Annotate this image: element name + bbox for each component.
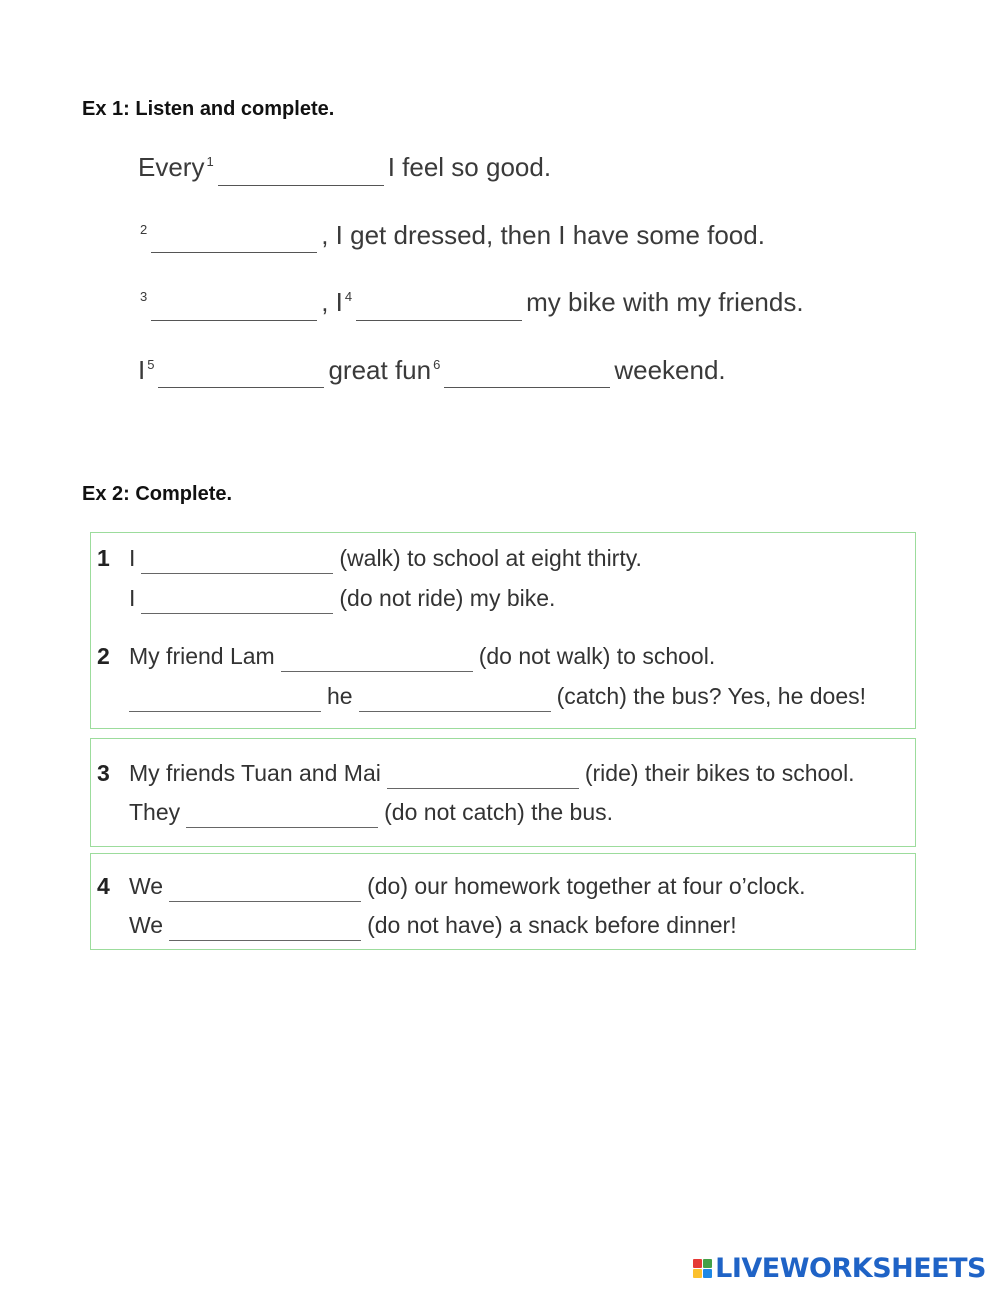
ex1-gap-6[interactable] xyxy=(444,361,610,388)
item-text: (catch) the bus? Yes, he does! xyxy=(556,683,867,709)
ex1-gap-3[interactable] xyxy=(151,294,317,321)
ex1-text: Every xyxy=(138,152,205,182)
ex1-line-1 xyxy=(138,152,804,220)
ex1-text: my bike with my friends. xyxy=(526,287,804,317)
logo-square-green xyxy=(703,1259,712,1268)
item-text: (do not walk) to school. xyxy=(478,643,716,669)
ex2-box-1 xyxy=(90,532,916,729)
gap-number: 6 xyxy=(433,356,441,372)
ex1-text: weekend. xyxy=(614,354,726,385)
ex2-blank-3b[interactable] xyxy=(186,805,378,828)
item-text: (do not have) a snack before dinner! xyxy=(367,912,737,938)
ex2-title: Ex 2: Complete. xyxy=(82,483,233,505)
logo-square-yellow xyxy=(693,1269,702,1278)
logo-icon xyxy=(693,1259,712,1278)
item-text: My friends Tuan and Mai xyxy=(129,760,381,786)
ex1-text: , I get dressed, then I have some food. xyxy=(321,219,765,250)
ex1-text: I feel so good. xyxy=(387,152,552,182)
item-text: (ride) their bikes to school. xyxy=(584,760,855,786)
gap-number: 3 xyxy=(140,289,148,304)
logo-square-red xyxy=(693,1259,702,1268)
ex2-blank-4a[interactable] xyxy=(169,879,361,902)
ex1-title: Ex 1: Listen and complete. xyxy=(82,98,335,120)
item-text: I xyxy=(129,545,136,571)
item-text: (do not catch) the bus. xyxy=(384,799,613,825)
ex1-text-block xyxy=(138,152,804,422)
ex1-text: , I xyxy=(321,287,343,317)
ex1-line-4 xyxy=(138,355,804,423)
ex2-blank-3a[interactable] xyxy=(387,766,579,789)
ex1-line-3 xyxy=(138,287,804,355)
ex2-blank-2c[interactable] xyxy=(359,689,551,712)
ex1-gap-2[interactable] xyxy=(151,226,317,253)
item-text: (walk) to school at eight thirty. xyxy=(339,545,642,571)
item-number: 2 xyxy=(97,643,110,669)
gap-number: 5 xyxy=(147,356,155,372)
ex2-box-3 xyxy=(90,853,916,950)
ex1-gap-4[interactable] xyxy=(356,294,522,321)
ex2-blank-2b[interactable] xyxy=(129,689,321,712)
liveworksheets-logo[interactable] xyxy=(693,1253,986,1284)
item-text: he xyxy=(327,683,353,709)
ex1-text: I xyxy=(138,354,146,385)
ex2-blank-2a[interactable] xyxy=(281,649,473,672)
gap-number: 4 xyxy=(344,289,353,304)
item-text: (do not ride) my bike. xyxy=(339,585,556,611)
item-text: I xyxy=(129,585,136,611)
ex2-blank-4b[interactable] xyxy=(169,918,361,941)
ex2-box-2 xyxy=(90,738,916,847)
item-text: My friend Lam xyxy=(129,643,275,669)
ex1-line-2 xyxy=(138,220,804,288)
logo-square-blue xyxy=(703,1269,712,1278)
gap-number: 2 xyxy=(140,221,148,237)
logo-text: LIVEWORKSHEETS xyxy=(715,1253,986,1284)
item-number: 4 xyxy=(97,873,110,899)
item-text: We xyxy=(129,912,164,938)
item-text: They xyxy=(129,799,181,825)
gap-number: 1 xyxy=(206,154,214,169)
ex1-gap-5[interactable] xyxy=(158,361,324,388)
ex2-blank-1b[interactable] xyxy=(141,591,333,614)
item-number: 3 xyxy=(97,760,110,786)
ex2-blank-1a[interactable] xyxy=(141,551,333,574)
item-text: We xyxy=(129,873,164,899)
item-text: (do) our homework together at four o’clock. xyxy=(367,873,806,899)
ex1-gap-1[interactable] xyxy=(218,159,384,186)
item-number: 1 xyxy=(97,545,110,571)
ex1-text: great fun xyxy=(328,354,432,385)
